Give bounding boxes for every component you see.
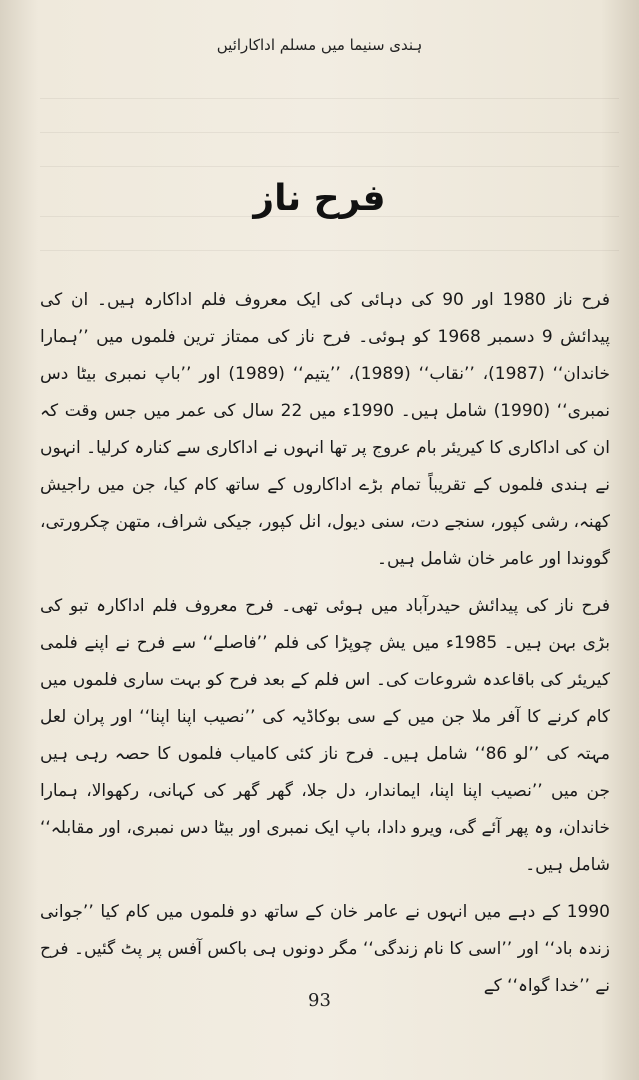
bleed-through-line [40, 166, 619, 167]
paragraph-1: فرح ناز 1980 اور 90 کی دہائی کی ایک معروف فلم اداکارہ ہیں۔ ان کی پیدائش 9 دسمبر 1968 کو ہوئی۔ فرح ناز کی ممتاز ترین فلموں میں ’’ہمارا خاندان‘‘ (1987)، ’’نقاب‘‘ (1989)، ’’یتیم‘‘ (1989) اور ’’باپ نمبری بیٹا دس نمبری‘‘ (1990) شامل ہیں۔ 1990ء میں 22 سال کی عمر میں جس وقت کہ ان کی اداکاری کا کیریئر بام عروج پر تھا انہوں نے اداکاری سے کنارہ کرلیا۔ انہوں نے ہندی فلموں کے تقریباً تمام بڑے اداکاروں کے ساتھ کام کیا، جن میں راجیش کھنہ، رشی کپور، سنجے دت، سنی دیول، انل کپور، جیکی شراف، متھن چکرورتی، گووندا اور عامر خان شامل ہیں۔ [39, 290, 610, 569]
running-head: ہندی سنیما میں مسلم اداکارائیں [216, 36, 423, 54]
bleed-through-line [40, 98, 619, 99]
page-number: 93 [308, 990, 331, 1011]
paragraph-3: 1990 کے دہے میں انہوں نے عامر خان کے ساتھ دو فلموں میں کام کیا ’’جوانی زندہ باد‘‘ اور ’’اسی کا نام زندگی‘‘ مگر دونوں ہی باکس آفس پر پٹ گئیں۔ فرح نے ’’خدا گواہ‘‘ کے [40, 902, 610, 996]
chapter-title: فرح ناز [253, 178, 386, 219]
paragraph-2: فرح ناز کی پیدائش حیدرآباد میں ہوئی تھی۔ فرح معروف فلم اداکارہ تبو کی بڑی بہن ہیں۔ 1985ء میں یش چوپڑا کی فلم ’’فاصلے‘‘ سے فرح نے اپنے فلمی کیریئر کی باقاعدہ شروعات کی۔ اس فلم کے بعد فرح کو بہت ساری فلموں میں کام کرنے کا آفر ملا جن میں کے سی بوکاڈیہ کی ’’نصیب اپنا اپنا‘‘ اور پران لعل مہتہ کی ’’لو 86‘‘ شامل ہیں۔ فرح ناز کئی کامیاب فلموں کا حصہ رہی ہیں جن میں ’’نصیب اپنا اپنا، ایماندار، دل جلا، گھر گھر کی کہانی، رکھوالا، ہمارا خاندان، وہ پھر آئے گی، ویرو دادا، باپ ایک نمبری اور بیٹا دس نمبری، اور مقابلہ‘‘ شامل ہیں۔ [40, 596, 610, 875]
bleed-through-line [40, 132, 619, 133]
body-text [40, 282, 610, 1015]
bleed-through-line [40, 250, 619, 251]
